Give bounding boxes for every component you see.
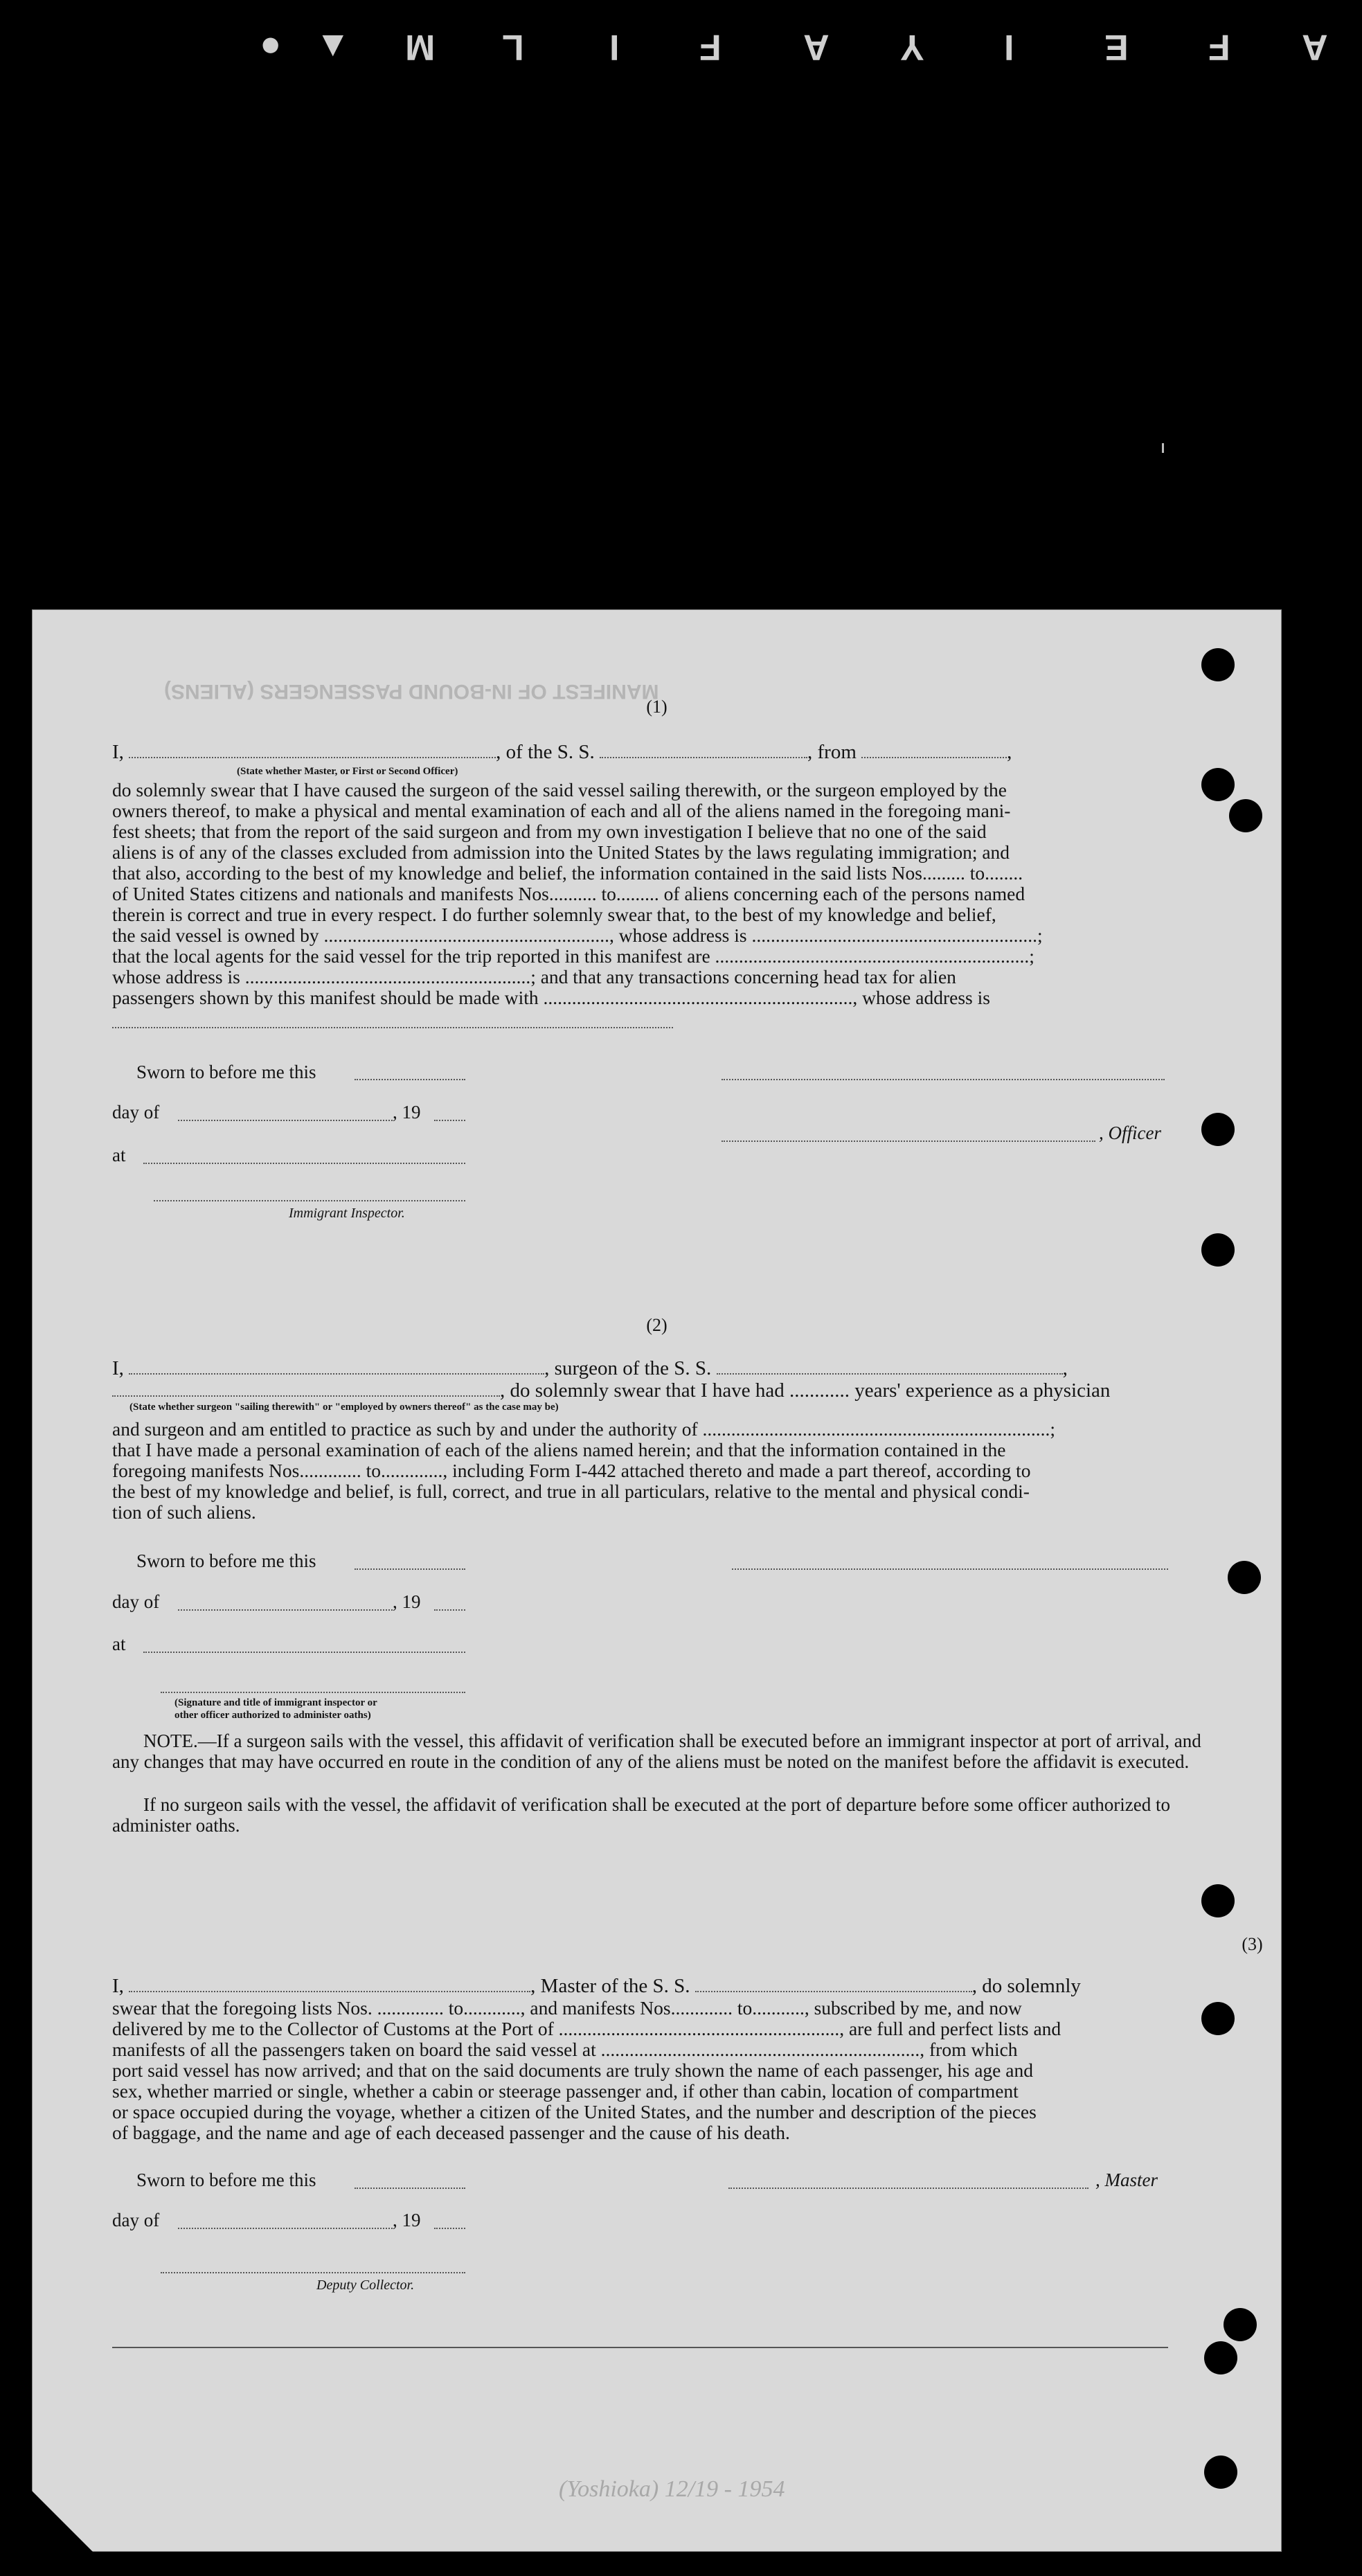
month-field bbox=[178, 2226, 393, 2229]
do-solemnly-label: , do solemnly bbox=[971, 1976, 1081, 1996]
deputy-collector-caption: Deputy Collector. bbox=[316, 2278, 415, 2293]
punch-hole bbox=[1228, 1561, 1261, 1594]
manifest-affidavit-page bbox=[32, 609, 1282, 2552]
film-mark: F bbox=[1208, 27, 1230, 67]
note-label: NOTE. bbox=[143, 1730, 198, 1751]
section-1-text: aliens is of any of the classes excluded from admission into the United States by the laws regulating immigration; and bbox=[112, 842, 1010, 863]
section-2-state-note: (State whether surgeon "sailing therewith" or "employed by owners thereof" as the case may be) bbox=[129, 1402, 559, 1413]
year-field bbox=[434, 1118, 465, 1121]
master-label: , Master bbox=[1095, 2170, 1158, 2190]
film-mark: L bbox=[502, 27, 524, 67]
surgeon-signature-line bbox=[732, 1567, 1168, 1570]
day-of-label: day of bbox=[112, 1591, 160, 1612]
month-field bbox=[178, 1118, 393, 1121]
year-field bbox=[434, 1608, 465, 1611]
master-name-field bbox=[129, 1977, 530, 1992]
section-2-number: (2) bbox=[646, 1315, 667, 1335]
surgeon-note-2: If no surgeon sails with the vessel, the affidavit of verification shall be executed at the port of departure before some officer authorized to administer oaths. bbox=[112, 1794, 1170, 1836]
year-label: , 19 bbox=[393, 1591, 421, 1612]
section-1-text: fest sheets; that from the report of the said surgeon and from my own investigation I believe that no one of the said bbox=[112, 821, 987, 842]
film-mark: I bbox=[1004, 27, 1014, 67]
inspector-signature-line bbox=[161, 1690, 465, 1693]
punch-hole bbox=[1201, 2002, 1235, 2035]
day-of-label: day of bbox=[112, 2210, 160, 2230]
punch-hole bbox=[1204, 2341, 1237, 2374]
surgeon-of-ss-label: , surgeon of the S. S. bbox=[544, 1358, 712, 1379]
section-2-text: tion of such aliens. bbox=[112, 1502, 256, 1523]
at-place-field bbox=[143, 1650, 465, 1653]
i-label: I, bbox=[112, 1976, 124, 1996]
agent-name-continuation-line bbox=[112, 1026, 673, 1028]
sworn-date-field bbox=[355, 2186, 465, 2189]
master-of-ss-label: , Master of the S. S. bbox=[530, 1976, 690, 1996]
punch-hole bbox=[1201, 1884, 1235, 1917]
year-label: , 19 bbox=[393, 2210, 421, 2230]
inspector-signature-line bbox=[154, 1199, 465, 1201]
sworn-date-field bbox=[355, 1077, 465, 1080]
note-text: —If a surgeon sails with the vessel, this affidavit of verification shall be executed before an immigrant inspector at port of arrival, and any changes that may have occurred en route in the condition of any of the aliens must be noted on the manifest before the affidavit is executed. bbox=[112, 1730, 1201, 1772]
section-1-text: passengers shown by this manifest should be made with ................................................................., whose address is bbox=[112, 987, 990, 1008]
surgeon-status-field bbox=[112, 1381, 500, 1397]
section-1-text: that also, according to the best of my knowledge and belief, the information contained in the said lists Nos......... to........ bbox=[112, 863, 1023, 884]
film-speck bbox=[1162, 443, 1164, 453]
bleed-through-text: MANIFEST OF IN-BOUND PASSENGERS (ALIENS) bbox=[164, 680, 659, 703]
film-mark: F bbox=[699, 27, 722, 67]
punch-hole bbox=[1201, 768, 1235, 801]
vessel-name-field bbox=[717, 1359, 1063, 1375]
vessel-name-field bbox=[600, 743, 807, 758]
officer-name-field bbox=[129, 743, 496, 758]
section-2-text: that I have made a personal examination of each of the aliens named herein; and that the information contained in the bbox=[112, 1440, 1006, 1460]
section-3-text: port said vessel has now arrived; and that on the said documents are truly shown the name of each passenger, his age and bbox=[112, 2060, 1033, 2081]
at-label: at bbox=[112, 1634, 126, 1654]
section-1-text: therein is correct and true in every respect. I do further solemnly swear that, to the best of my knowledge and belief, bbox=[112, 904, 996, 925]
section-1-text: that the local agents for the said vessel for the trip reported in this manifest are ..................................................................; bbox=[112, 946, 1034, 967]
year-field bbox=[434, 2226, 465, 2229]
officer-title-line bbox=[722, 1139, 1095, 1142]
signature-caption: (Signature and title of immigrant inspector or bbox=[174, 1697, 377, 1708]
section-3-number: (3) bbox=[1242, 1934, 1263, 1954]
i-label: I, bbox=[112, 1358, 124, 1379]
day-of-label: day of bbox=[112, 1102, 160, 1122]
film-strip bbox=[0, 0, 1362, 97]
film-mark: E bbox=[1104, 27, 1129, 67]
vessel-name-field bbox=[695, 1977, 972, 1992]
section-3-text: manifests of all the passengers taken on board the said vessel at ..................................................................., from which bbox=[112, 2039, 1018, 2060]
i-label: I, bbox=[112, 742, 124, 762]
section-3-text: of baggage, and the name and age of each deceased passenger and the cause of his death. bbox=[112, 2122, 790, 2143]
of-ss-label: , of the S. S. bbox=[496, 742, 595, 762]
film-mark: ● bbox=[260, 27, 282, 67]
section-1-text: whose address is ............................................................; and that any transactions concerning head tax for alien bbox=[112, 967, 956, 987]
experience-text: , do solemnly swear that I have had ............ years' experience as a physician bbox=[500, 1380, 1111, 1401]
section-1-state-note: (State whether Master, or First or Second Officer) bbox=[237, 766, 458, 777]
officer-label: , Officer bbox=[1099, 1122, 1161, 1143]
section-3-text: or space occupied during the voyage, whether a citizen of the United States, and the number and description of the pieces bbox=[112, 2102, 1037, 2122]
section-2-text: and surgeon and am entitled to practice as such by and under the authority of .........................................................................; bbox=[112, 1419, 1056, 1440]
punch-hole bbox=[1224, 2308, 1257, 2341]
section-1-text: of United States citizens and nationals and manifests Nos.......... to......... of aliens concerning each of the persons named bbox=[112, 884, 1025, 904]
film-mark: A bbox=[1302, 27, 1328, 67]
section-2-second-line bbox=[112, 1380, 1203, 1401]
section-1-first-line: I, , of the S. S. , from , bbox=[112, 742, 1012, 762]
sworn-label: Sworn to before me this bbox=[136, 1550, 316, 1571]
film-mark: I bbox=[609, 27, 620, 67]
handwriting-bleed-through: (Yoshioka) 12/19 - 1954 bbox=[559, 2476, 785, 2502]
section-1-text: the said vessel is owned by ............................................................, whose address is ............................................................; bbox=[112, 925, 1043, 946]
sworn-label: Sworn to before me this bbox=[136, 1062, 316, 1082]
section-1-text: owners thereof, to make a physical and mental examination of each and all of the aliens named in the foregoing mani- bbox=[112, 800, 1011, 821]
immigrant-inspector-caption: Immigrant Inspector. bbox=[289, 1206, 405, 1221]
surgeon-name-field bbox=[129, 1359, 544, 1375]
punch-hole bbox=[1201, 648, 1235, 681]
officer-signature-line bbox=[722, 1077, 1165, 1080]
signature-caption: other officer authorized to administer oaths) bbox=[174, 1710, 371, 1721]
bottom-rule bbox=[112, 2347, 1168, 2348]
month-field bbox=[178, 1608, 393, 1611]
punch-hole bbox=[1201, 1233, 1235, 1267]
section-2-text: the best of my knowledge and belief, is full, correct, and true in all particulars, relative to the mental and physical condi- bbox=[112, 1481, 1030, 1502]
film-mark: ▲ bbox=[315, 27, 351, 67]
section-3-text: sex, whether married or single, whether a cabin or steerage passenger and, if other than cabin, location of compartment bbox=[112, 2081, 1019, 2102]
master-signature-line bbox=[728, 2186, 1088, 2189]
section-2-first-line: I, , surgeon of the S. S. , bbox=[112, 1358, 1068, 1379]
punch-hole bbox=[1204, 2456, 1237, 2489]
from-port-field bbox=[861, 743, 1007, 758]
film-mark: Y bbox=[900, 27, 924, 67]
film-mark: M bbox=[405, 27, 436, 67]
punch-hole bbox=[1229, 799, 1262, 832]
from-label: , from bbox=[807, 742, 857, 762]
film-mark: A bbox=[803, 27, 830, 67]
section-3-text: delivered by me to the Collector of Customs at the Port of ..........................................................., are full and perfect lists and bbox=[112, 2019, 1061, 2039]
at-label: at bbox=[112, 1145, 126, 1165]
sworn-date-field bbox=[355, 1567, 465, 1570]
collector-signature-line bbox=[161, 2271, 465, 2273]
section-1-number: (1) bbox=[646, 697, 667, 717]
section-3-first-line bbox=[112, 1976, 1203, 1996]
at-place-field bbox=[143, 1161, 465, 1164]
year-label: , 19 bbox=[393, 1102, 421, 1122]
sworn-label: Sworn to before me this bbox=[136, 2170, 316, 2190]
section-2-text: foregoing manifests Nos............. to............., including Form I-442 attached thereto and made a part thereof, according to bbox=[112, 1460, 1031, 1481]
surgeon-note bbox=[112, 1730, 1203, 1772]
section-1-text: do solemnly swear that I have caused the surgeon of the said vessel sailing therewith, or the surgeon employed by the bbox=[112, 780, 1007, 800]
section-3-text: swear that the foregoing lists Nos. .............. to............, and manifests Nos............. to..........., subscribed by me, and now bbox=[112, 1998, 1022, 2019]
punch-hole bbox=[1201, 1113, 1235, 1146]
